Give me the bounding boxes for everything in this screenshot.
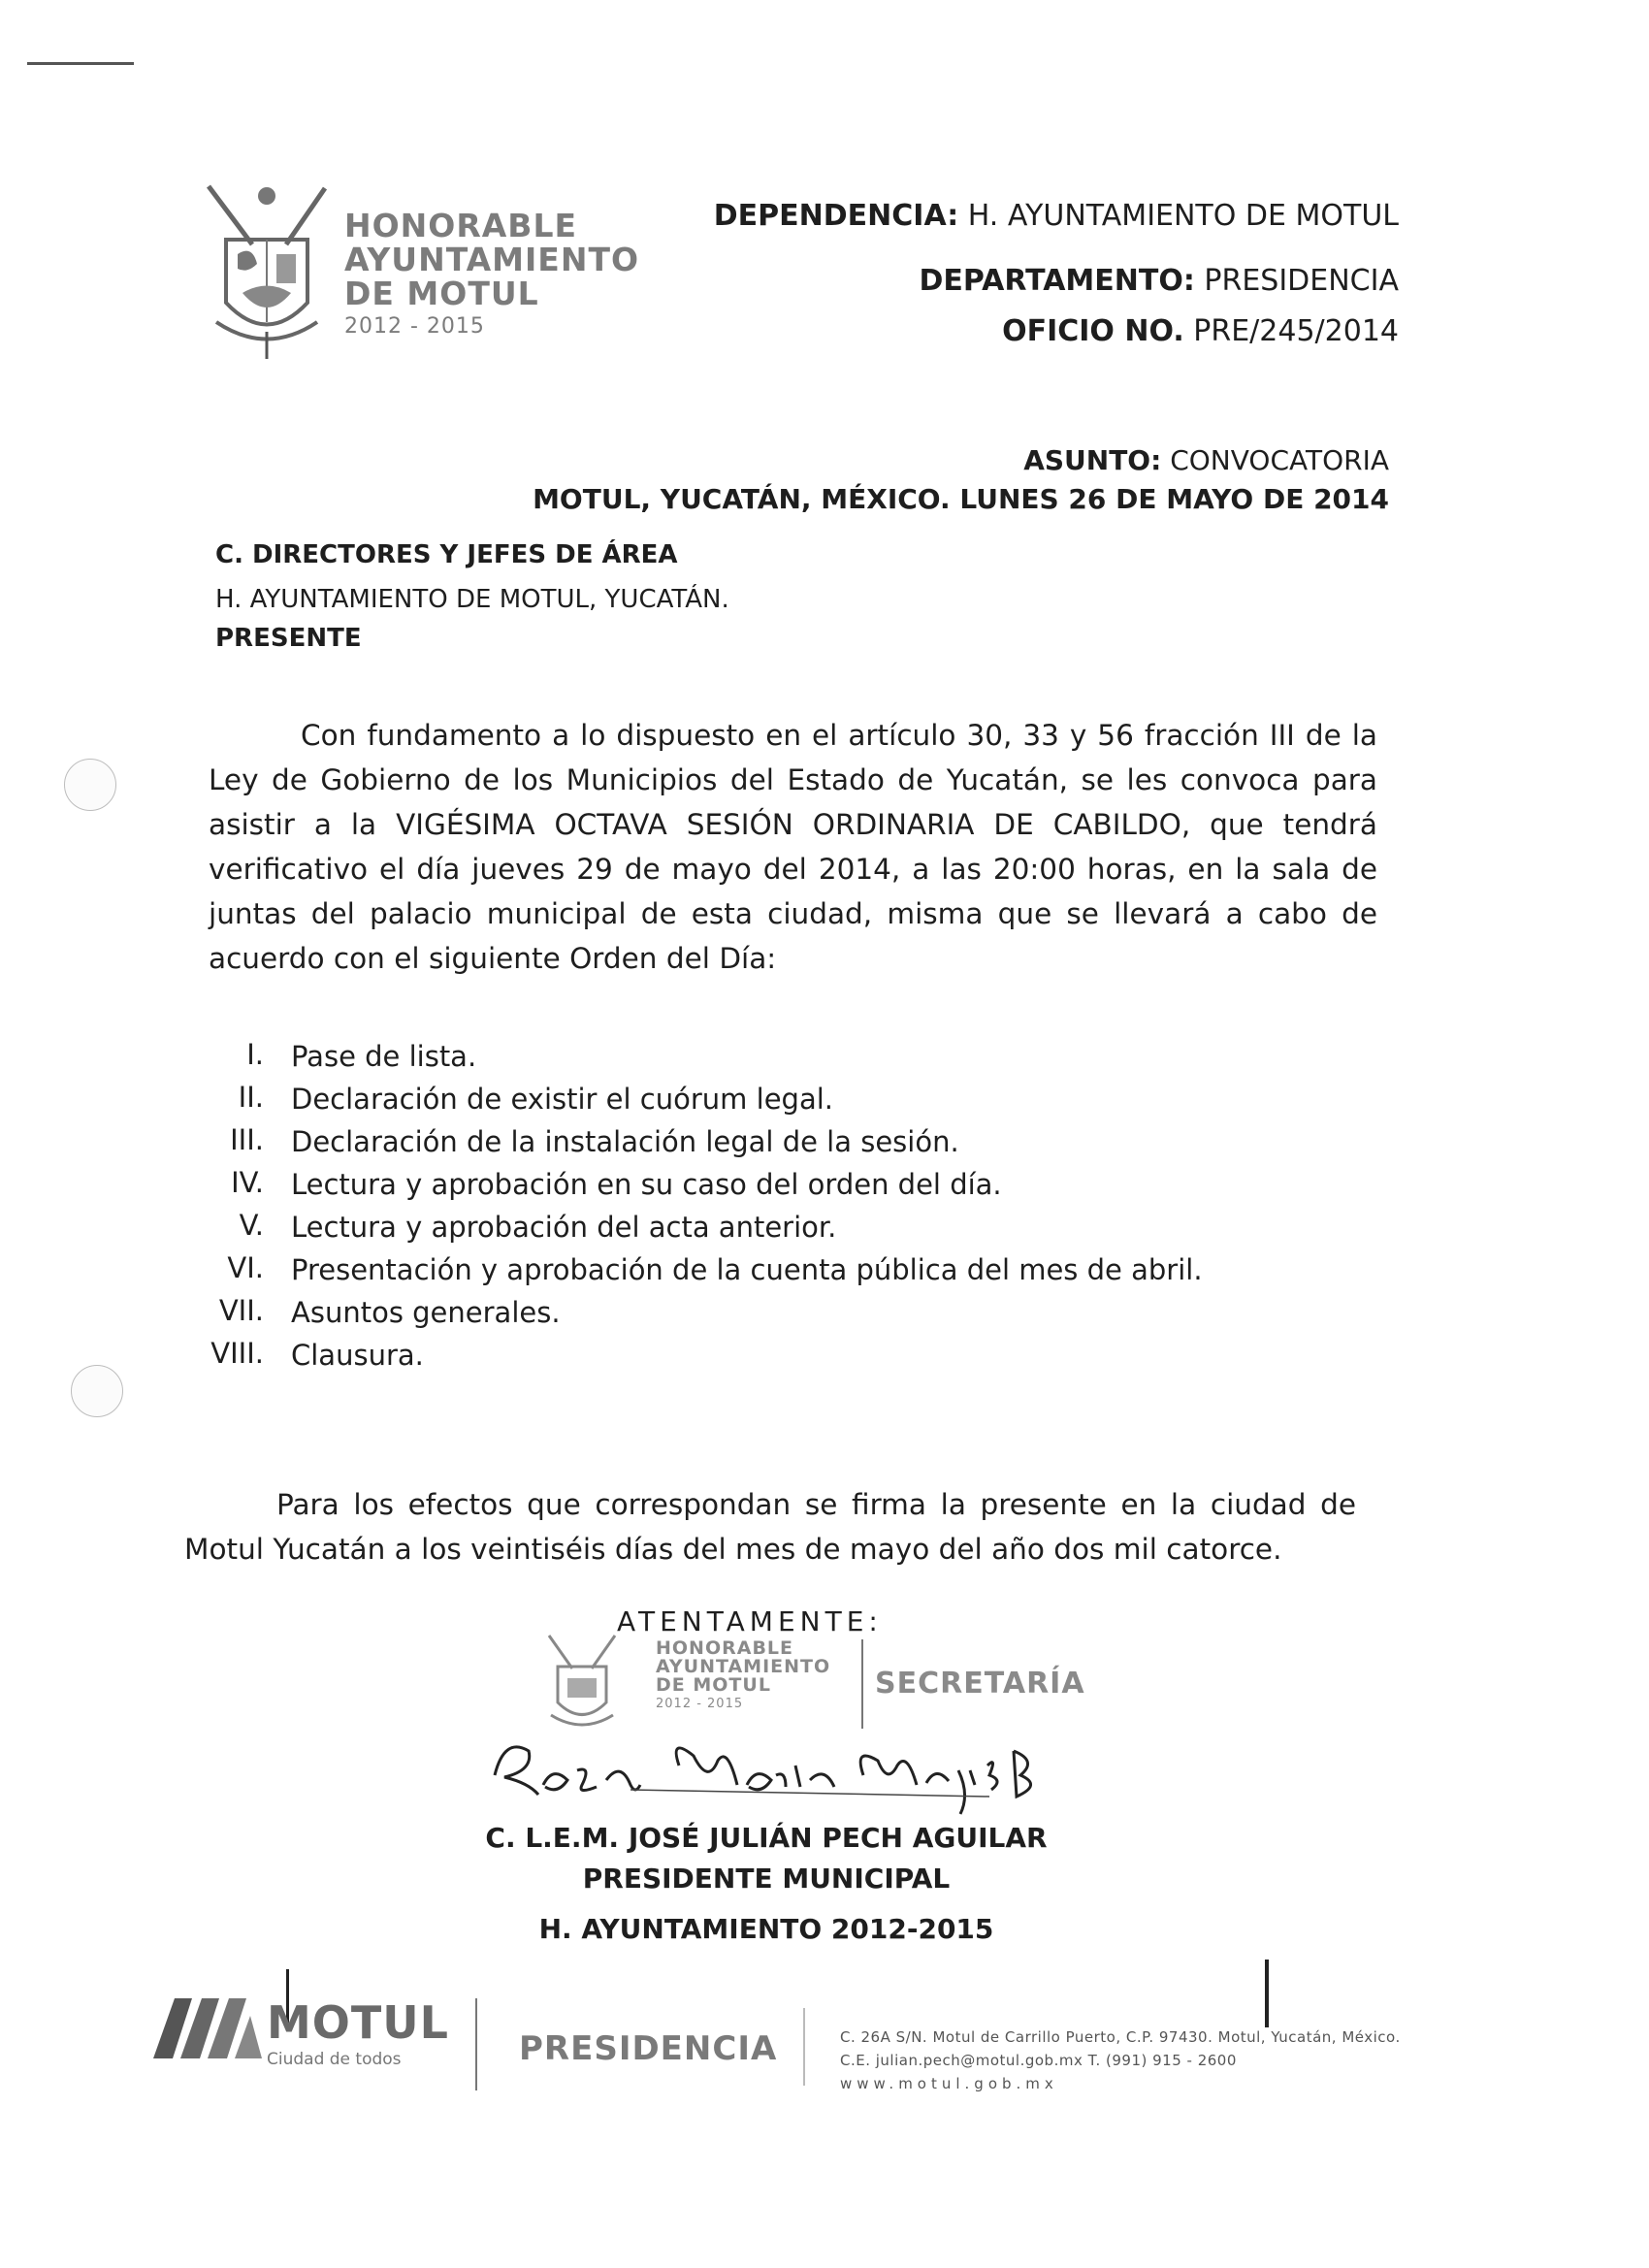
departamento-value: PRESIDENCIA [1204, 264, 1399, 298]
pen-mark [1265, 1960, 1269, 2027]
agenda-item [175, 1166, 1242, 1209]
oficio-value: PRE/245/2014 [1193, 314, 1399, 348]
stamp-line: AYUNTAMIENTO [656, 1656, 831, 1677]
motul-logo-icon [153, 1998, 262, 2058]
stamp-divider [861, 1639, 863, 1729]
header-logo-text [344, 209, 639, 339]
dependencia-line [714, 199, 1399, 233]
stamp-text [656, 1639, 830, 1713]
footer-divider [475, 1998, 477, 2090]
closing-text: Para los efectos que correspondan se firma la presente en la ciudad de Motul Yucatán a los veintiséis días del mes de mayo del año dos mil catorce. [184, 1488, 1356, 1566]
agenda-item [175, 1209, 1242, 1251]
oficio-label: OFICIO NO. [1002, 314, 1184, 348]
agenda-number: I. [246, 1038, 264, 1071]
logo-years: 2012 - 2015 [344, 314, 485, 339]
dependencia-value: H. AYUNTAMIENTO DE MOTUL [967, 199, 1399, 233]
departamento-label: DEPARTAMENTO: [919, 264, 1195, 298]
agenda-text: Asuntos generales. [291, 1296, 561, 1329]
stamp-line: HONORABLE [656, 1637, 794, 1659]
agenda-number: II. [238, 1081, 264, 1114]
agenda-text: Presentación y aprobación de la cuenta pública del mes de abril. [291, 1253, 1203, 1286]
asunto-line [1023, 444, 1389, 476]
place-date: MOTUL, YUCATÁN, MÉXICO. LUNES 26 DE MAYO DE 2014 [533, 483, 1389, 515]
punch-hole [64, 759, 116, 811]
agenda-number: IV. [231, 1166, 264, 1199]
footer-website: www.motul.gob.mx [840, 2075, 1058, 2092]
agenda-text: Lectura y aprobación del acta anterior. [291, 1211, 837, 1244]
signer-institution: H. AYUNTAMIENTO 2012-2015 [538, 1913, 994, 1945]
closing-paragraph [184, 1482, 1356, 1571]
footer-address: C. 26A S/N. Motul de Carrillo Puerto, C.P. 97430. Motul, Yucatán, México. [840, 2028, 1401, 2046]
asunto-label: ASUNTO: [1023, 444, 1162, 476]
footer-divider [803, 2008, 805, 2086]
agenda-number: VIII. [210, 1337, 264, 1370]
recipient-line: PRESENTE [215, 624, 362, 653]
agenda-number: VII. [218, 1294, 264, 1327]
oficio-line [1002, 314, 1399, 348]
recipient-line: H. AYUNTAMIENTO DE MOTUL, YUCATÁN. [215, 585, 729, 614]
agenda-item [175, 1081, 1242, 1123]
scan-mark [27, 62, 134, 65]
footer-contact [840, 2025, 1401, 2095]
agenda-number: V. [239, 1209, 264, 1242]
recipient-line: C. DIRECTORES Y JEFES DE ÁREA [215, 540, 678, 569]
agenda-text: Declaración de la instalación legal de la sesión. [291, 1125, 959, 1158]
agenda-item [175, 1038, 1242, 1081]
stamp-department: SECRETARÍA [875, 1667, 1085, 1701]
body-text: Con fundamento a lo dispuesto en el artículo 30, 33 y 56 fracción III de la Ley de Gobierno de los Municipios del Estado de Yucatán, se les convoca para asistir a la VIGÉSIMA OCTAVA SESIÓN ORDINARIA DE CABILDO, que tendrá verificativo el día jueves 29 de mayo del 2014, a las 20:00 horas, en la sala de juntas del palacio municipal de esta ciudad, misma que se llevará a cabo de acuerdo con el siguiente Orden del Día: [209, 719, 1377, 975]
agenda-text: Pase de lista. [291, 1040, 477, 1073]
agenda-text: Declaración de existir el cuórum legal. [291, 1083, 833, 1116]
agenda-item [175, 1251, 1242, 1294]
logo-line: HONORABLE [344, 207, 578, 244]
agenda-item [175, 1337, 1242, 1379]
punch-hole [71, 1365, 123, 1417]
signer-name: C. L.E.M. JOSÉ JULIÁN PECH AGUILAR [485, 1822, 1048, 1854]
agenda-list [175, 1038, 1242, 1379]
logo-line: DE MOTUL [344, 275, 539, 312]
agenda-text: Lectura y aprobación en su caso del orden del día. [291, 1168, 1002, 1201]
dependencia-label: DEPENDENCIA: [713, 199, 959, 233]
agenda-text: Clausura. [291, 1339, 424, 1372]
body-paragraph [209, 713, 1377, 981]
footer-email-phone: C.E. julian.pech@motul.gob.mx T. (991) 915 - 2600 [840, 2052, 1237, 2069]
footer-department: PRESIDENCIA [519, 2029, 778, 2068]
stamp-line: DE MOTUL [656, 1674, 771, 1696]
signer-role: PRESIDENTE MUNICIPAL [582, 1863, 951, 1895]
atentamente-label: ATENTAMENTE: [617, 1605, 883, 1637]
agenda-number: VI. [227, 1251, 264, 1284]
agenda-item [175, 1294, 1242, 1337]
municipal-crest-icon [199, 177, 335, 361]
footer-brand: MOTUL [267, 1996, 449, 2049]
asunto-value: CONVOCATORIA [1170, 444, 1389, 476]
footer-tagline: Ciudad de todos [267, 2050, 402, 2069]
agenda-number: III. [230, 1123, 264, 1156]
agenda-item [175, 1123, 1242, 1166]
departamento-line [919, 264, 1399, 298]
logo-line: AYUNTAMIENTO [344, 241, 640, 278]
handwritten-signature [485, 1717, 1048, 1824]
stamp-years: 2012 - 2015 [656, 1697, 744, 1711]
